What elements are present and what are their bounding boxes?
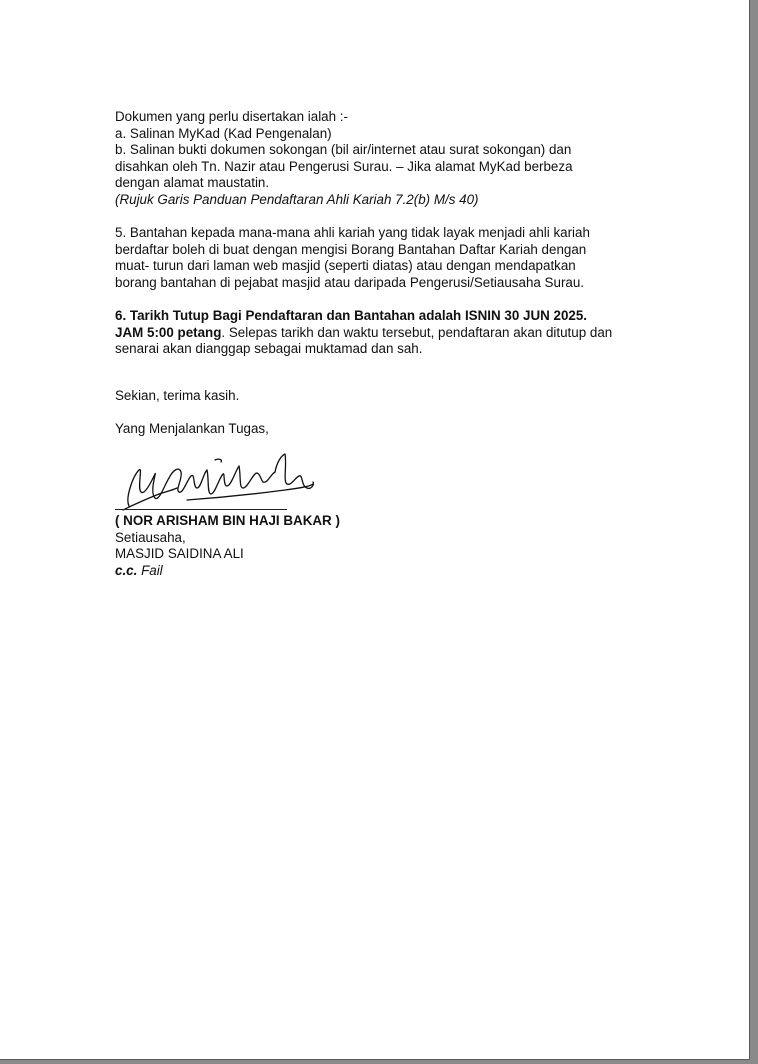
section5-line1: 5. Bantahan kepada mana-mana ahli kariah yang tidak layak menjadi ahli kariah [115,225,590,241]
signatory-title: Setiausaha, [115,529,186,545]
signature-area [115,448,335,518]
cc-value: Fail [141,562,163,578]
section6-line2-rest: . Selepas tarikh dan waktu tersebut, pendaftaran akan ditutup dan [221,324,613,340]
section6-deadline-time: JAM 5:00 petang [115,324,222,340]
documents-item-a: a. Salinan MyKad (Kad Pengenalan) [115,125,332,141]
section6-deadline-line1: 6. Tarikh Tutup Bagi Pendaftaran dan Bantahan adalah ISNIN 30 JUN 2025. [115,308,588,324]
documents-item-b-line1: b. Salinan bukti dokumen sokongan (bil air/internet atau surat sokongan) dan [115,142,572,158]
letter-body [115,109,655,438]
closing-thanks: Sekian, terima kasih. [115,387,240,403]
section5-line3: muat- turun dari laman web masjid (seperti diatas) atau dengan mendapatkan [115,258,576,274]
signature-icon [115,448,335,518]
section5-line4: borang bantahan di pejabat masjid atau daripada Pengerusi/Setiausaha Surau. [115,274,585,290]
signature-line [115,509,287,510]
cc-line [115,563,515,580]
signatory-organization: MASJID SAIDINA ALI [115,546,244,562]
documents-intro: Dokumen yang perlu disertakan ialah :- [115,109,348,124]
closing-duty: Yang Menjalankan Tugas, [115,421,269,437]
cc-label: c.c. [115,562,138,578]
section5-line2: berdaftar boleh di buat dengan mengisi Borang Bantahan Daftar Kariah dengan [115,241,587,257]
signatory-block [115,513,515,579]
section6-line2 [115,325,655,342]
documents-item-b-line3: dengan alamat maustatin. [115,175,270,191]
signatory-name: ( NOR ARISHAM BIN HAJI BAKAR ) [115,513,340,528]
documents-reference: (Rujuk Garis Panduan Pendaftaran Ahli Kariah 7.2(b) M/s 40) [115,191,479,207]
documents-item-b-line2: disahkan oleh Tn. Nazir atau Pengerusi Surau. – Jika alamat MyKad berbeza [115,158,573,174]
section6-line3: senarai akan dianggap sebagai muktamad dan sah. [115,341,423,357]
